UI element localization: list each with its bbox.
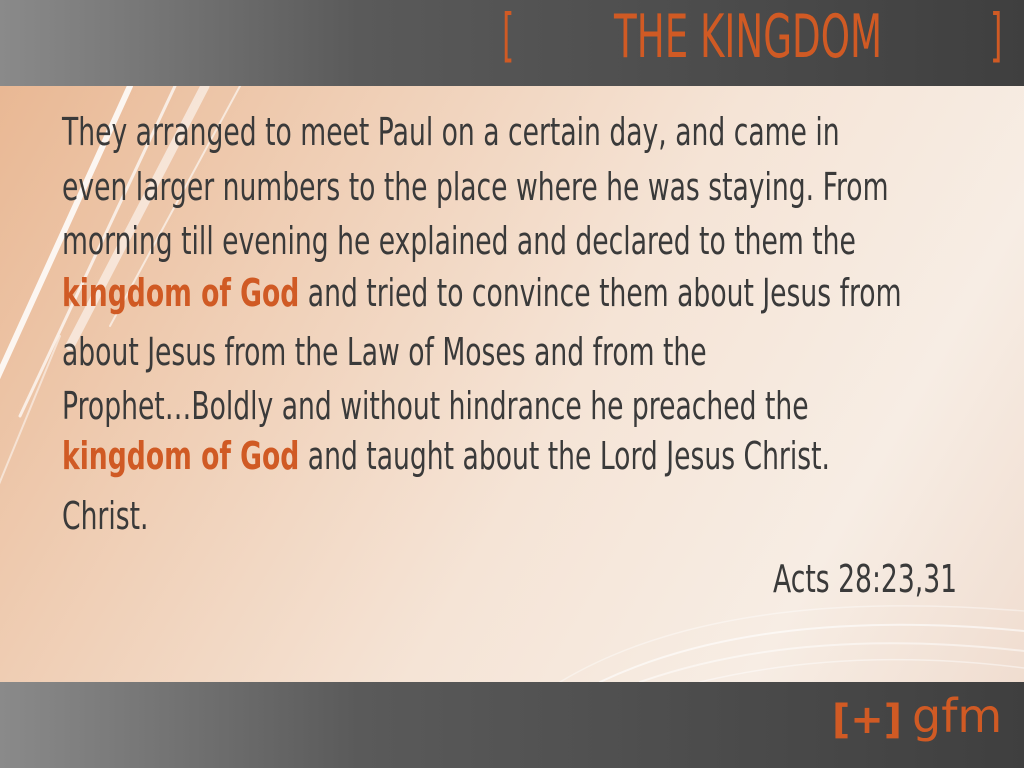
scripture-reference: Acts 28:23,31 [773, 557, 958, 601]
gfm-logo-mark: [+] [832, 697, 903, 743]
passage-line-5: about Jesus from the Law of Moses and from the [62, 330, 707, 374]
title-bracket-right: ] [990, 1, 1003, 69]
passage-line-2: even larger numbers to the place where he was staying. From [62, 165, 889, 209]
passage-line-8: Christ. [62, 494, 149, 538]
kingdom-of-god-highlight: kingdom of God [62, 434, 300, 478]
passage-line-6: Prophet…Boldly and without hindrance he preached the [62, 384, 809, 428]
passage-line-4-rest: and tried to convince them about Jesus from [299, 271, 902, 315]
passage-line-7 [62, 434, 830, 478]
kingdom-of-god-highlight: kingdom of God [62, 271, 300, 315]
title-bracket-left: [ [502, 1, 515, 69]
header-bar [0, 0, 1024, 86]
passage-line-7-rest: and taught about the Lord Jesus Christ. [299, 434, 831, 478]
passage-line-1: They arranged to meet Paul on a certain day, and came in [62, 110, 840, 154]
gfm-logo-text: gfm [912, 689, 1003, 743]
slide-title: THE KINGDOM [614, 2, 883, 72]
passage-line-3: morning till evening he explained and declared to them the [62, 219, 856, 263]
passage-line-4 [62, 271, 901, 315]
